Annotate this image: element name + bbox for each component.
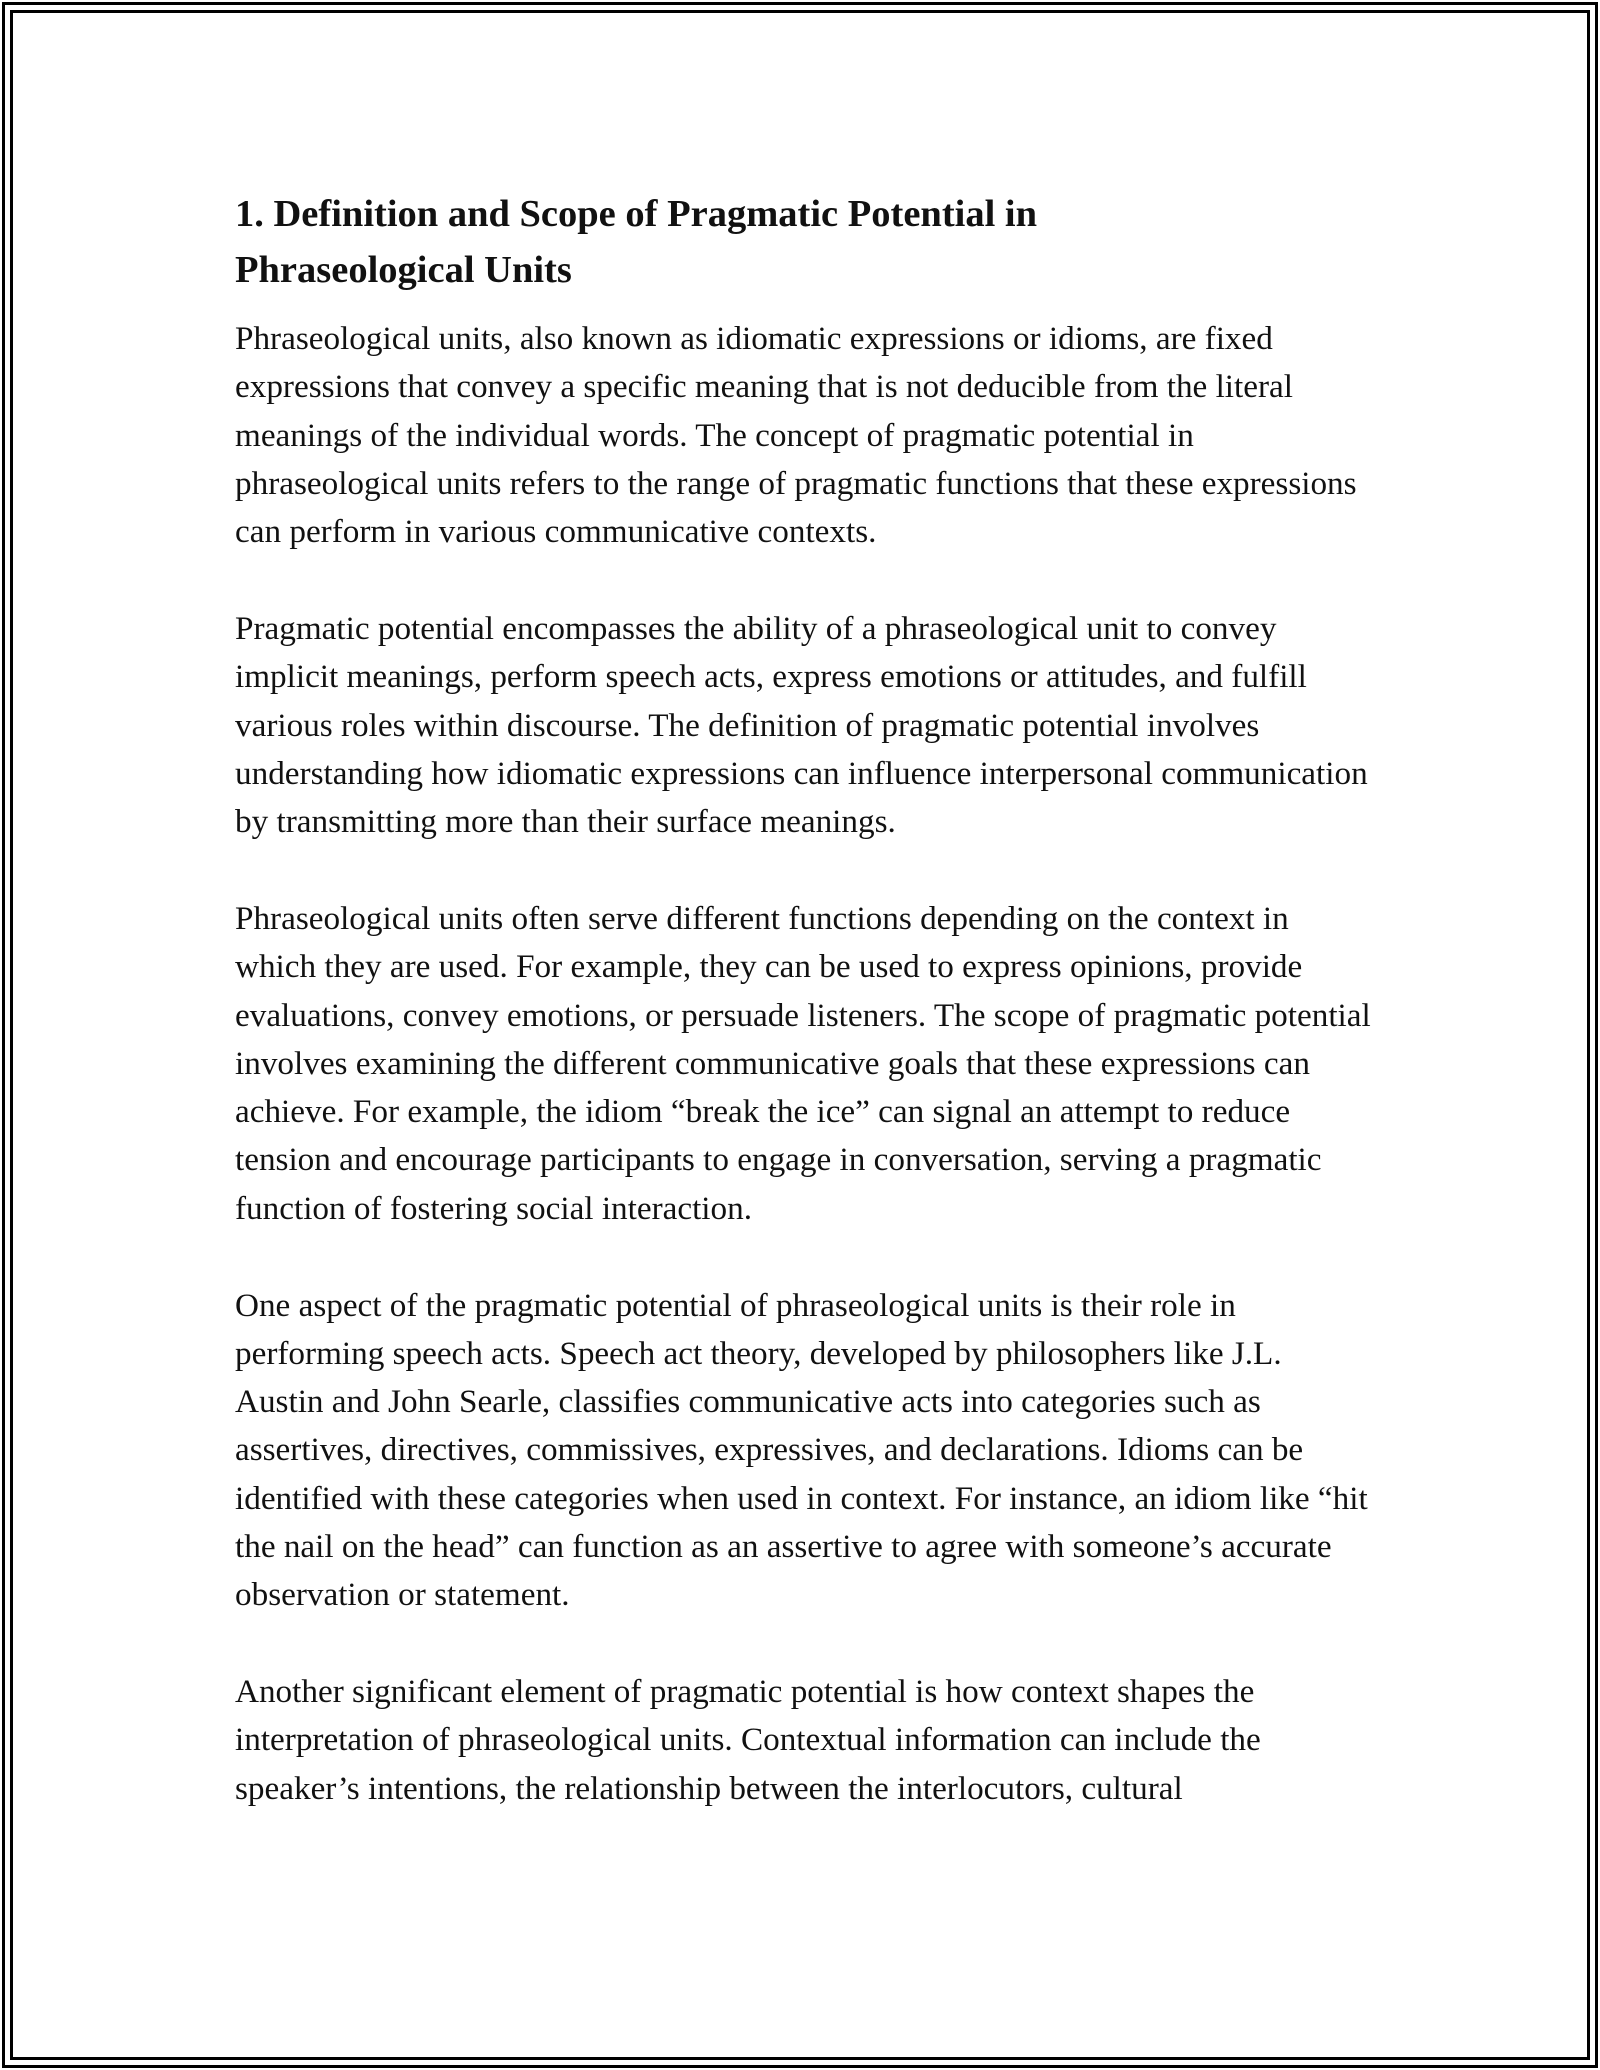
section-heading: 1. Definition and Scope of Pragmatic Potential in Phraseological Units: [235, 193, 1038, 291]
paragraph-4: One aspect of the pragmatic potential of phraseological units is their role in performing speech acts. Speech act theory, developed by philosophers like J.L. Austin and John Searle, classifies communicative acts into categories such as assertives, directives, commissives, expressives, and declarations. Idioms can be identified with these categories when used in context. For instance, an idiom like “hit the nail on the head” can function as an assertive to agree with someone’s accurate observation or statement.: [235, 1286, 1368, 1614]
document-body: [235, 186, 1375, 1862]
paragraph-3: Phraseological units often serve different functions depending on the context in which they are used. For example, they can be used to express opinions, provide evaluations, convey emotions, or persuade listeners. The scope of pragmatic potential involves examining the different communicative goals that these expressions can achieve. For example, the idiom “break the ice” can signal an attempt to reduce tension and encourage participants to engage in conversation, serving a pragmatic function of fostering social interaction.: [235, 899, 1371, 1227]
paragraph-1: Phraseological units, also known as idiomatic expressions or idioms, are fixed expressions that convey a specific meaning that is not deducible from the literal meanings of the individual words. The concept of pragmatic potential in phraseological units refers to the range of pragmatic functions that these expressions can perform in various communicative contexts.: [235, 320, 1357, 551]
paragraph-5: Another significant element of pragmatic potential is how context shapes the interpretation of phraseological units. Contextual information can include the speaker’s intentions, the relationship between the interlocutors, cultural: [235, 1673, 1261, 1807]
paragraph-2: Pragmatic potential encompasses the ability of a phraseological unit to convey implicit meanings, perform speech acts, express emotions or attitudes, and fulfill various roles within discourse. The definition of pragmatic potential involves understanding how idiomatic expressions can influence interpersonal communication by transmitting more than their surface meanings.: [235, 609, 1368, 841]
